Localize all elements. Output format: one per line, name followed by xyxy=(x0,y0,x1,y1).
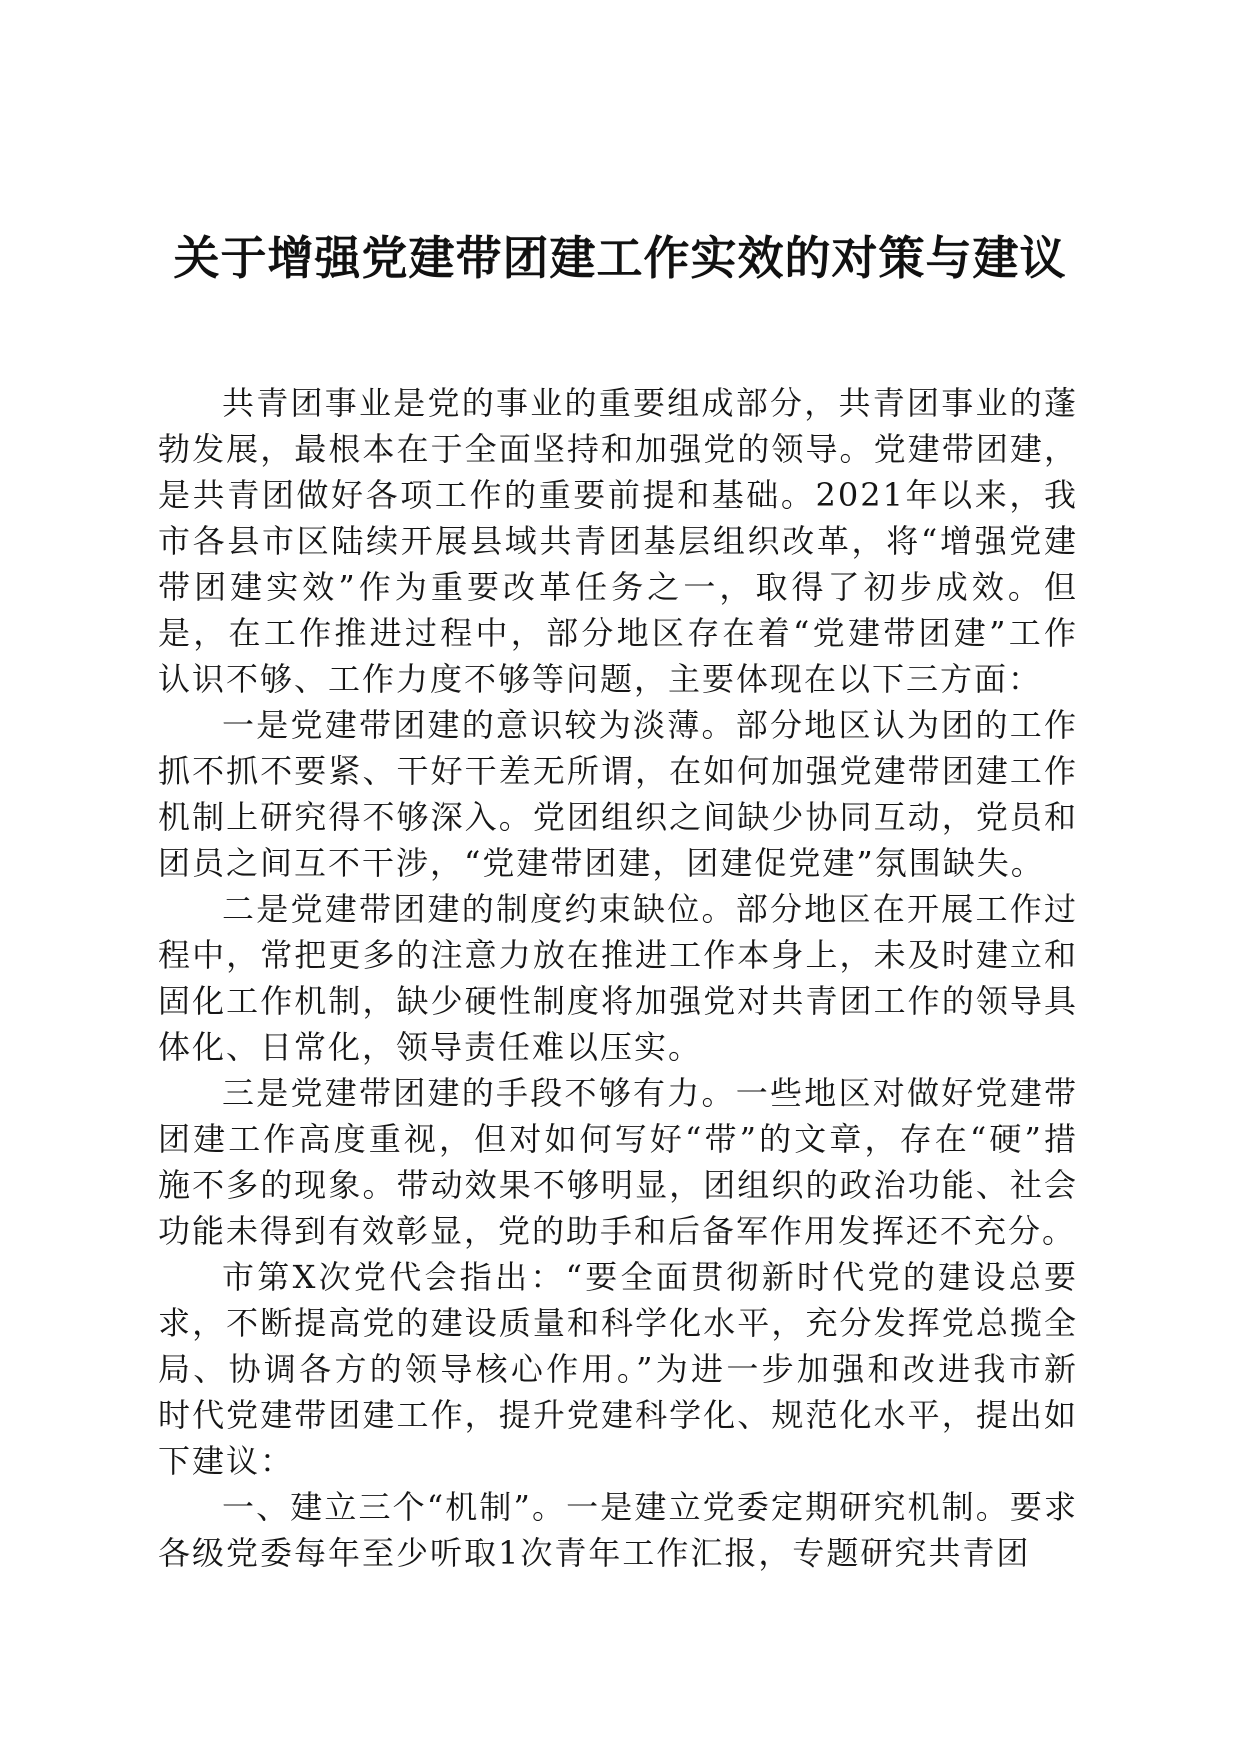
paragraph-issue-three: 三是党建带团建的手段不够有力。一些地区对做好党建带团建工作高度重视，但对如何写好“带”的文章，存在“硬”措施不多的现象。带动效果不够明显，团组织的政治功能、社会功能未得到有效彰显，党的助手和后备军作用发挥还不充分。 xyxy=(158,1074,1078,1250)
paragraph-intro: 共青团事业是党的事业的重要组成部分，共青团事业的蓬勃发展，最根本在于全面坚持和加强党的领导。党建带团建，是共青团做好各项工作的重要前提和基础。2021年以来，我市各县市区陆续开展县域共青团基层组织改革，将“增强党建带团建实效”作为重要改革任务之一，取得了初步成效。但是，在工作推进过程中，部分地区存在着“党建带团建”工作认识不够、工作力度不够等问题，主要体现在以下三方面： xyxy=(158,384,1078,698)
paragraph-issue-two: 二是党建带团建的制度约束缺位。部分地区在开展工作过程中，常把更多的注意力放在推进工作本身上，未及时建立和固化工作机制，缺少硬性制度将加强党对共青团工作的领导具体化、日常化，领导责任难以压实。 xyxy=(158,890,1078,1066)
document-title: 关于增强党建带团建工作实效的对策与建议 xyxy=(173,231,1067,285)
paragraph-issue-one: 一是党建带团建的意识较为淡薄。部分地区认为团的工作抓不抓不要紧、干好干差无所谓，在如何加强党建带团建工作机制上研究得不够深入。党团组织之间缺少协同互动，党员和团员之间互不干涉，“党建带团建，团建促党建”氛围缺失。 xyxy=(158,706,1078,882)
paragraph-congress-quote: 市第X次党代会指出：“要全面贯彻新时代党的建设总要求，不断提高党的建设质量和科学化水平，充分发挥党总揽全局、协调各方的领导核心作用。”为进一步加强和改进我市新时代党建带团建工作，提升党建科学化、规范化水平，提出如下建议： xyxy=(158,1258,1078,1480)
paragraph-suggestion-one: 一、建立三个“机制”。一是建立党委定期研究机制。要求各级党委每年至少听取1次青年工作汇报，专题研究共青团 xyxy=(158,1488,1078,1572)
document-body xyxy=(158,380,1078,1576)
